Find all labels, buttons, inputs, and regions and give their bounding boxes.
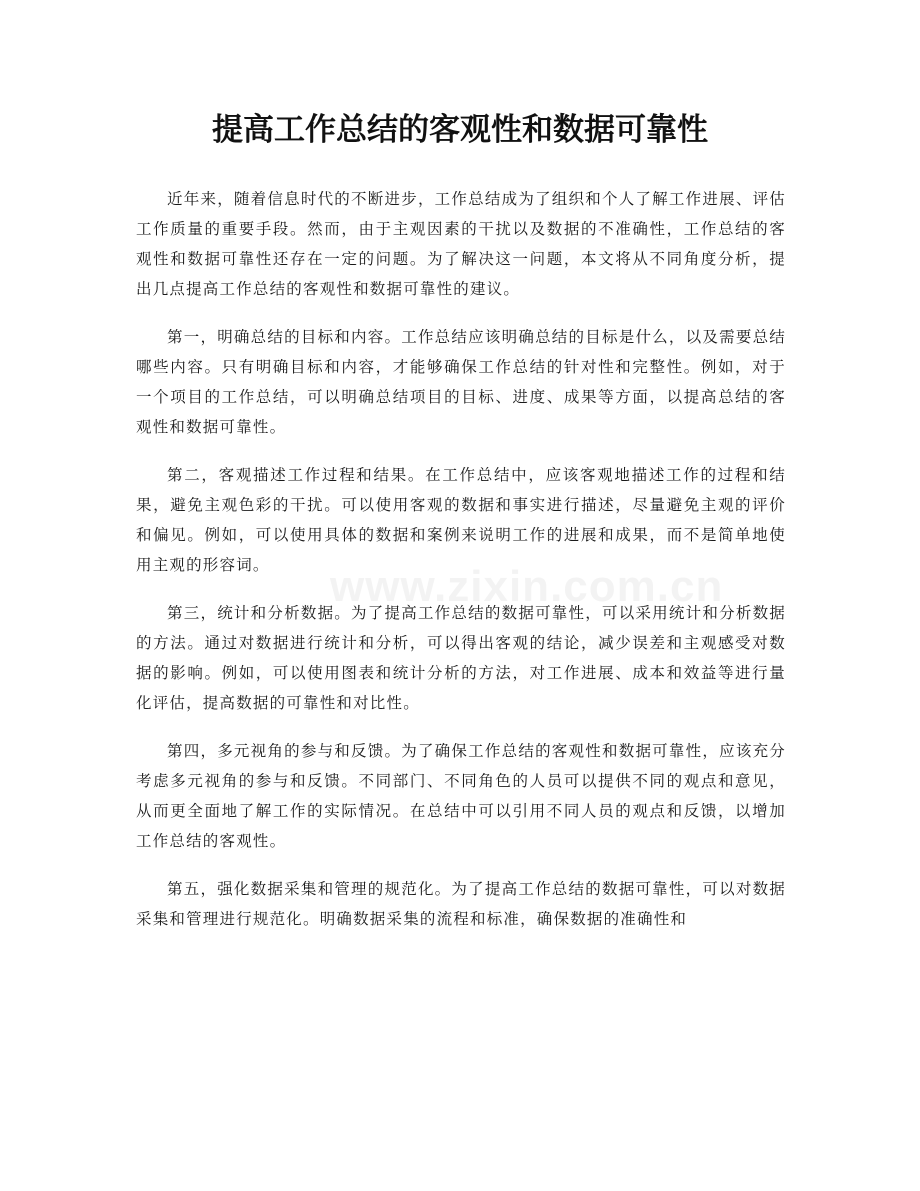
paragraph-first: 第一，明确总结的目标和内容。工作总结应该明确总结的目标是什么，以及需要总结哪些内容。只有明确目标和内容，才能够确保工作总结的针对性和完整性。例如，对于一个项目的工作总结，可以明确总结项目的目标、进度、成果等方面，以提高总结的客观性和数据可靠性。: [136, 328, 786, 436]
paragraph-fifth: 第五，强化数据采集和管理的规范化。为了提高工作总结的数据可靠性，可以对数据采集和管理进行规范化。明确数据采集的流程和标准，确保数据的准确性和: [136, 880, 786, 928]
paragraph-second: 第二，客观描述工作过程和结果。在工作总结中，应该客观地描述工作的过程和结果，避免主观色彩的干扰。可以使用客观的数据和事实进行描述，尽量避免主观的评价和偏见。例如，可以使用具体的数据和案例来说明工作的进展和成果，而不是简单地使用主观的形容词。: [136, 466, 786, 574]
document-title: 提高工作总结的客观性和数据可靠性: [212, 112, 708, 148]
paragraph-third: 第三，统计和分析数据。为了提高工作总结的数据可靠性，可以采用统计和分析数据的方法。通过对数据进行统计和分析，可以得出客观的结论，减少误差和主观感受对数据的影响。例如，可以使用图表和统计分析的方法，对工作进展、成本和效益等进行量化评估，提高数据的可靠性和对比性。: [136, 604, 786, 712]
document-body: [136, 184, 786, 952]
watermark: www.zixin.com.cn: [330, 562, 724, 611]
paragraph-fourth: 第四，多元视角的参与和反馈。为了确保工作总结的客观性和数据可靠性，应该充分考虑多元视角的参与和反馈。不同部门、不同角色的人员可以提供不同的观点和意见，从而更全面地了解工作的实际情况。在总结中可以引用不同人员的观点和反馈，以增加工作总结的客观性。: [136, 742, 786, 850]
paragraph-intro: 近年来，随着信息时代的不断进步，工作总结成为了组织和个人了解工作进展、评估工作质量的重要手段。然而，由于主观因素的干扰以及数据的不准确性，工作总结的客观性和数据可靠性还存在一定的问题。为了解决这一问题，本文将从不同角度分析，提出几点提高工作总结的客观性和数据可靠性的建议。: [136, 190, 786, 298]
